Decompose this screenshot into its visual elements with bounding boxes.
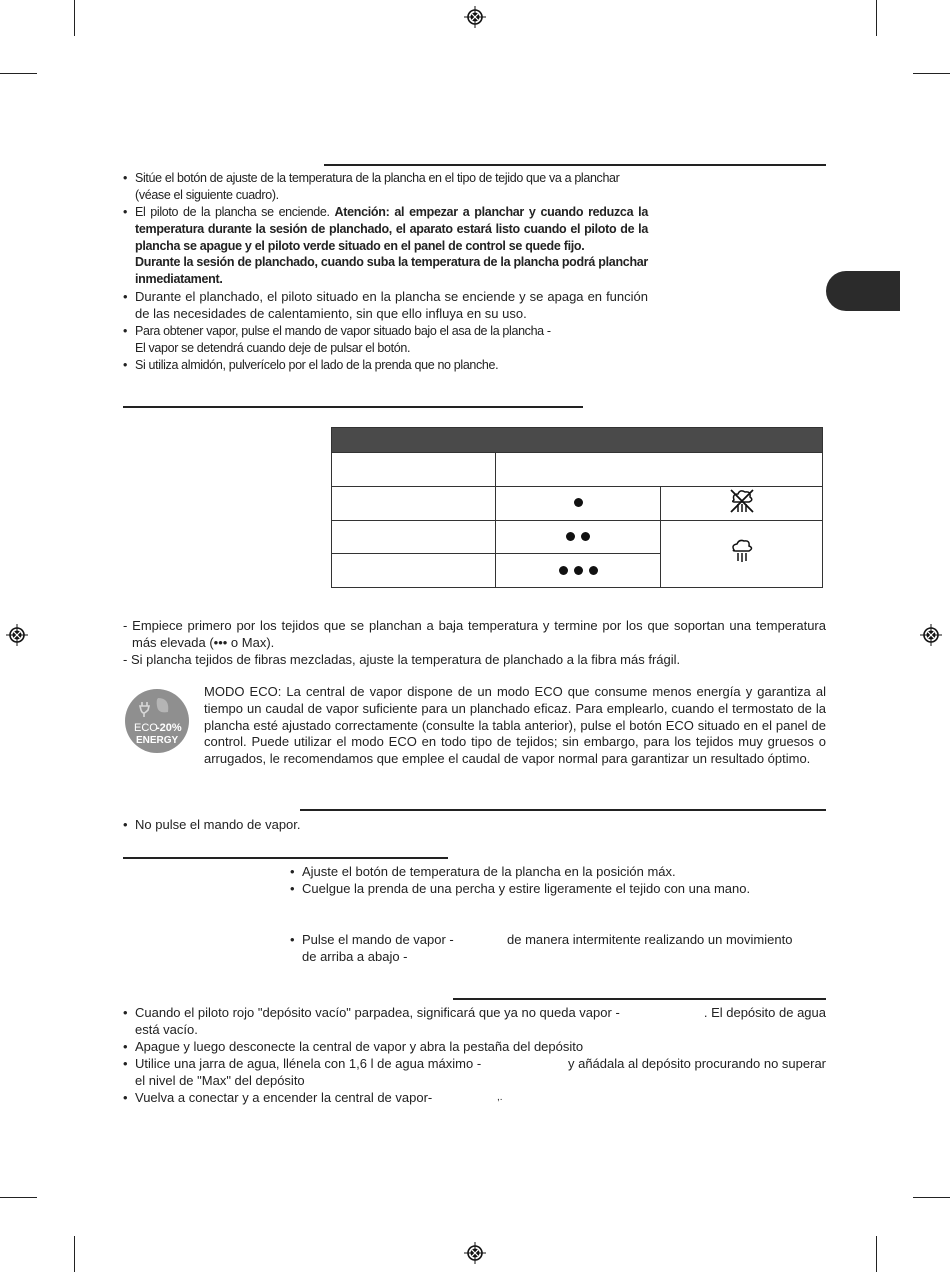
crop-mark xyxy=(0,1197,37,1198)
section-rule xyxy=(300,809,826,811)
crop-mark xyxy=(876,0,877,36)
note-paragraph: - Empiece primero por los tejidos que se planchan a baja temperatura y termine por los que soportan una temperatura más elevada (••• o Max). xyxy=(123,618,826,650)
temperature-table xyxy=(331,427,823,588)
eco-paragraph: MODO ECO: La central de vapor dispone de un modo ECO que consume menos energía y garantiza al tiempo un caudal de vapor suficiente para un planchado eficaz. Para emplearlo, cuando el termostato de la plancha esté ajustado correctamente (consulte la tabla anterior), pulse el botón ECO situado en el panel de control. Puede utilizar el modo ECO en todo tipo de tejidos; sin embargo, para los tejidos muy gruesos o arrugados, le recomendamos que emplee el caudal de vapor normal para garantizar un resultado óptimo. xyxy=(204,684,826,767)
table-cell xyxy=(496,520,661,554)
list-item-continuation: y añádala al depósito procurando no superar xyxy=(567,1056,826,1071)
language-tab xyxy=(826,271,900,311)
crop-mark xyxy=(74,1236,75,1272)
crop-mark xyxy=(876,1236,877,1272)
table-cell xyxy=(332,453,496,487)
section-rule xyxy=(123,857,448,859)
table-cell xyxy=(661,520,823,587)
crop-mark xyxy=(74,0,75,36)
temp-dot xyxy=(574,498,583,507)
crop-mark xyxy=(0,73,37,74)
note-paragraph: - Si plancha tejidos de fibras mezcladas, ajuste la temperatura de planchado a la fibra más frágil. xyxy=(123,652,681,667)
table-cell xyxy=(332,520,496,554)
section-rule xyxy=(324,164,826,166)
registration-mark-icon xyxy=(6,624,28,646)
list-item: • Si utiliza almidón, pulverícelo por el lado de la prenda que no planche. xyxy=(123,358,499,372)
list-item: • Para obtener vapor, pulse el mando de vapor situado bajo el asa de la plancha - El vapor se detendrá cuando deje de pulsar el botón. xyxy=(123,324,551,355)
section-rule xyxy=(123,406,583,408)
eco-badge-label: ECO xyxy=(134,722,158,734)
registration-mark-icon xyxy=(464,6,486,28)
list-item: • Ajuste el botón de temperatura de la plancha en la posición máx. xyxy=(290,864,676,879)
table-cell xyxy=(661,487,823,521)
list-item: • Cuelgue la prenda de una percha y estire ligeramente el tejido con una mano. xyxy=(290,881,751,896)
registration-mark-icon xyxy=(464,1242,486,1264)
no-steam-icon xyxy=(728,488,756,514)
temp-dot xyxy=(566,532,575,541)
temp-dot xyxy=(559,566,568,575)
table-cell xyxy=(496,453,823,487)
temp-dot xyxy=(574,566,583,575)
eco-badge-percent: -20% xyxy=(156,722,182,734)
list-item: • El piloto de la plancha se enciende. Atención: al empezar a planchar y cuando reduzca la temperatura durante la sesión de planchado, el aparato estará listo cuando el piloto de la plancha se apague y el piloto verde situado en el panel de control se quede fijo. Durante la sesión de planchado, cuando suba la temperatura de la plancha podrá planchar inmediatament. xyxy=(123,205,648,287)
list-item: • Utilice una jarra de agua, llénela con 1,6 l de agua máximo - y añádala al depósito procurando no superar el nivel de "Max" del depósito xyxy=(123,1056,826,1088)
crop-mark xyxy=(913,73,950,74)
list-item: • Durante el planchado, el piloto situado en la plancha se enciende y se apaga en función de las necesidades de calentamiento, sin que ello influya en su uso. xyxy=(123,289,648,321)
temp-dot xyxy=(589,566,598,575)
table-cell xyxy=(332,554,496,588)
list-item-continuation: . El depósito de agua xyxy=(703,1005,826,1020)
table-cell xyxy=(332,487,496,521)
eco-energy-badge-icon xyxy=(124,688,190,754)
table-header xyxy=(332,428,823,453)
list-item-continuation: de manera intermitente realizando un movimiento xyxy=(507,932,793,947)
table-cell xyxy=(496,554,661,588)
attention-note: Durante la sesión de planchado, cuando suba la temperatura de la plancha podrá planchar inmediatament. xyxy=(135,255,648,287)
list-item: • Sitúe el botón de ajuste de la temperatura de la plancha en el tipo de tejido que va a planchar (véase el siguiente cuadro). xyxy=(123,171,620,202)
attention-note: Atención: al empezar a planchar y cuando reduzca la temperatura durante la sesión de planchado, el aparato estará listo cuando el piloto de la plancha se apague y el piloto verde situado en el panel de control se quede fijo. xyxy=(135,205,648,253)
registration-mark-icon xyxy=(920,624,942,646)
list-item: • Pulse el mando de vapor - de manera intermitente realizando un movimiento de arriba a abajo - xyxy=(290,932,793,964)
crop-mark xyxy=(913,1197,950,1198)
temp-dot xyxy=(581,532,590,541)
list-item: • Vuelva a conectar y a encender la central de vapor- ,. xyxy=(123,1090,503,1105)
list-item: • Apague y luego desconecte la central de vapor y abra la pestaña del depósito xyxy=(123,1039,584,1054)
table-cell xyxy=(496,487,661,521)
list-item: • Cuando el piloto rojo "depósito vacío" parpadea, significará que ya no queda vapor - . El depósito de agua está vacío. xyxy=(123,1005,826,1037)
steam-icon xyxy=(729,538,755,564)
section-rule xyxy=(453,998,826,1000)
list-item-continuation: ,. xyxy=(497,1092,503,1103)
eco-badge-energy: ENERGY xyxy=(136,735,179,746)
list-item: • No pulse el mando de vapor. xyxy=(123,817,301,832)
